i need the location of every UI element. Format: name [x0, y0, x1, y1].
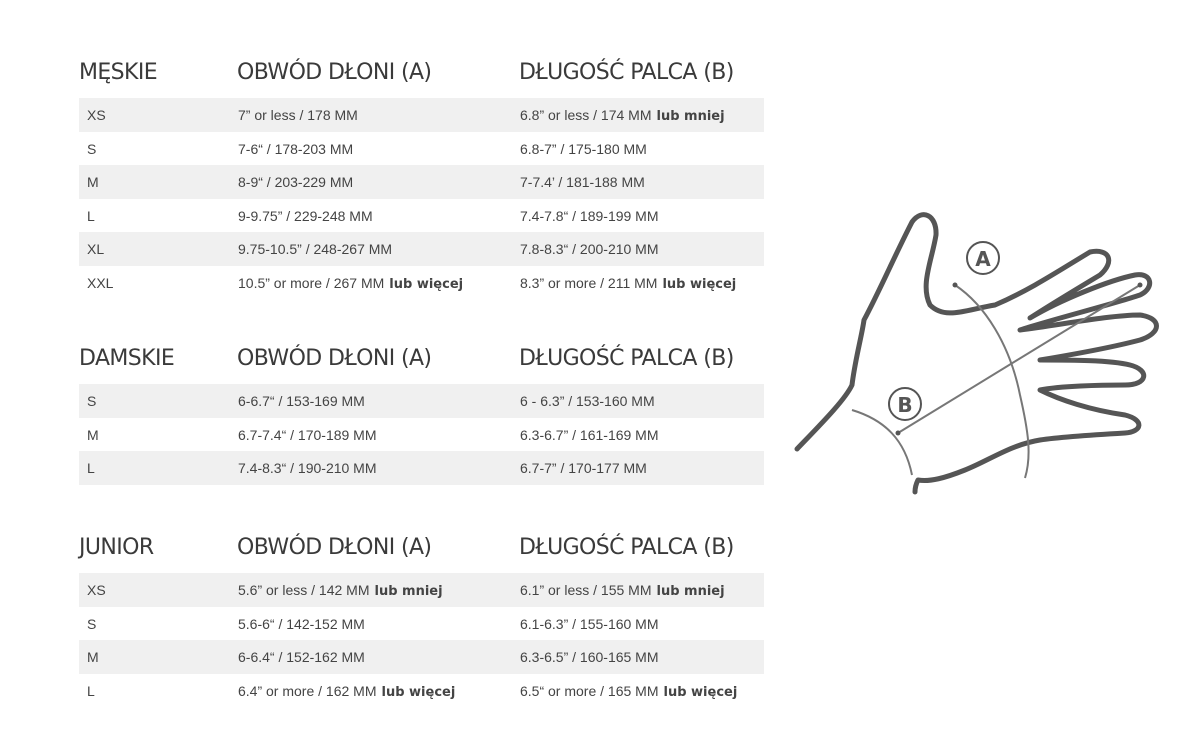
extra-note: lub więcej — [389, 276, 464, 292]
table-row — [79, 98, 764, 132]
finger-length: 6.1” or less / 155 MM lub mniej — [520, 582, 725, 599]
finger-length: 6.3-6.7” / 161-169 MM — [520, 426, 659, 443]
extra-note: lub mniej — [656, 584, 725, 599]
label-b: B — [897, 393, 913, 417]
extra-note: lub mniej — [656, 109, 725, 124]
women-size-section — [79, 344, 769, 485]
table-row — [79, 384, 764, 418]
table-row — [79, 640, 764, 674]
men-size-table — [79, 98, 764, 300]
extra-note: lub więcej — [381, 684, 456, 700]
finger-length: 6 - 6.3” / 153-160 MM — [520, 393, 655, 409]
size-label: L — [87, 682, 95, 699]
hand-circumference: 7” or less / 178 MM — [238, 107, 358, 123]
women-title: DAMSKIE — [79, 346, 175, 371]
hand-circumference: 9-9.75” / 229-248 MM — [238, 207, 373, 224]
hand-circumference: 7.4-8.3“ / 190-210 MM — [238, 460, 377, 477]
size-label: S — [87, 615, 97, 632]
size-label: S — [87, 393, 97, 409]
table-row — [79, 165, 764, 199]
men-col-b-heading: DŁUGOŚĆ PALCA (B) — [519, 60, 734, 85]
extra-note: lub mniej — [374, 584, 443, 599]
label-a: A — [975, 247, 991, 271]
table-row — [79, 451, 764, 485]
line-endpoint — [953, 283, 958, 288]
size-label: XL — [87, 241, 105, 258]
hand-circumference: 5.6-6“ / 142-152 MM — [238, 615, 365, 632]
table-row — [79, 232, 764, 266]
hand-circumference: 7-6“ / 178-203 MM — [238, 140, 354, 157]
hand-measurement-icon — [780, 200, 1175, 505]
hand-circumference: 6-6.4“ / 152-162 MM — [238, 649, 365, 666]
finger-length: 7.8-8.3“ / 200-210 MM — [520, 241, 659, 258]
size-label: XS — [87, 582, 106, 598]
size-label: M — [87, 426, 99, 443]
size-label: XXL — [87, 274, 114, 291]
table-row — [79, 266, 764, 300]
finger-length: 6.8-7” / 175-180 MM — [520, 140, 647, 157]
finger-length: 6.3-6.5” / 160-165 MM — [520, 649, 659, 666]
junior-header — [79, 533, 769, 573]
size-label: L — [87, 207, 95, 224]
table-row — [79, 607, 764, 641]
finger-length: 6.8” or less / 174 MM lub mniej — [520, 107, 725, 124]
junior-title: JUNIOR — [79, 535, 154, 560]
line-endpoint — [896, 431, 901, 436]
size-label: L — [87, 460, 95, 477]
size-label: M — [87, 649, 99, 666]
circumference-line-a — [955, 285, 1029, 478]
table-row — [79, 573, 764, 607]
extra-note: lub więcej — [662, 276, 737, 292]
finger-length: 7.4-7.8“ / 189-199 MM — [520, 207, 659, 224]
junior-size-table — [79, 573, 764, 707]
hand-circumference: 6-6.7“ / 153-169 MM — [238, 393, 365, 409]
extra-note: lub więcej — [663, 684, 738, 700]
table-row — [79, 132, 764, 166]
finger-length: 6.5“ or more / 165 MM lub więcej — [520, 682, 738, 700]
men-title: MĘSKIE — [79, 60, 158, 85]
hand-circumference: 8-9“ / 203-229 MM — [238, 174, 354, 191]
size-label: S — [87, 140, 97, 157]
size-label: XS — [87, 107, 106, 123]
men-size-section — [79, 58, 769, 300]
finger-length: 7-7.4’ / 181-188 MM — [520, 174, 645, 191]
hand-circumference: 10.5” or more / 267 MM lub więcej — [238, 274, 464, 292]
women-col-a-heading: OBWÓD DŁONI (A) — [237, 346, 432, 371]
junior-size-section — [79, 533, 769, 707]
women-header — [79, 344, 769, 384]
junior-col-b-heading: DŁUGOŚĆ PALCA (B) — [519, 535, 734, 560]
men-header — [79, 58, 769, 98]
hand-circumference: 6.4” or more / 162 MM lub więcej — [238, 682, 456, 700]
men-col-a-heading: OBWÓD DŁONI (A) — [237, 60, 432, 85]
women-col-b-heading: DŁUGOŚĆ PALCA (B) — [519, 346, 734, 371]
table-row — [79, 418, 764, 452]
junior-col-a-heading: OBWÓD DŁONI (A) — [237, 535, 432, 560]
women-size-table — [79, 384, 764, 485]
finger-length: 8.3” or more / 211 MM lub więcej — [520, 274, 737, 292]
hand-circumference: 9.75-10.5” / 248-267 MM — [238, 241, 393, 258]
finger-length: 6.7-7” / 170-177 MM — [520, 460, 647, 477]
table-row — [79, 199, 764, 233]
table-row — [79, 674, 764, 708]
hand-circumference: 6.7-7.4“ / 170-189 MM — [238, 426, 377, 443]
line-endpoint — [1138, 283, 1143, 288]
size-label: M — [87, 174, 99, 191]
hand-circumference: 5.6” or less / 142 MM lub mniej — [238, 582, 443, 599]
finger-length: 6.1-6.3” / 155-160 MM — [520, 615, 659, 632]
